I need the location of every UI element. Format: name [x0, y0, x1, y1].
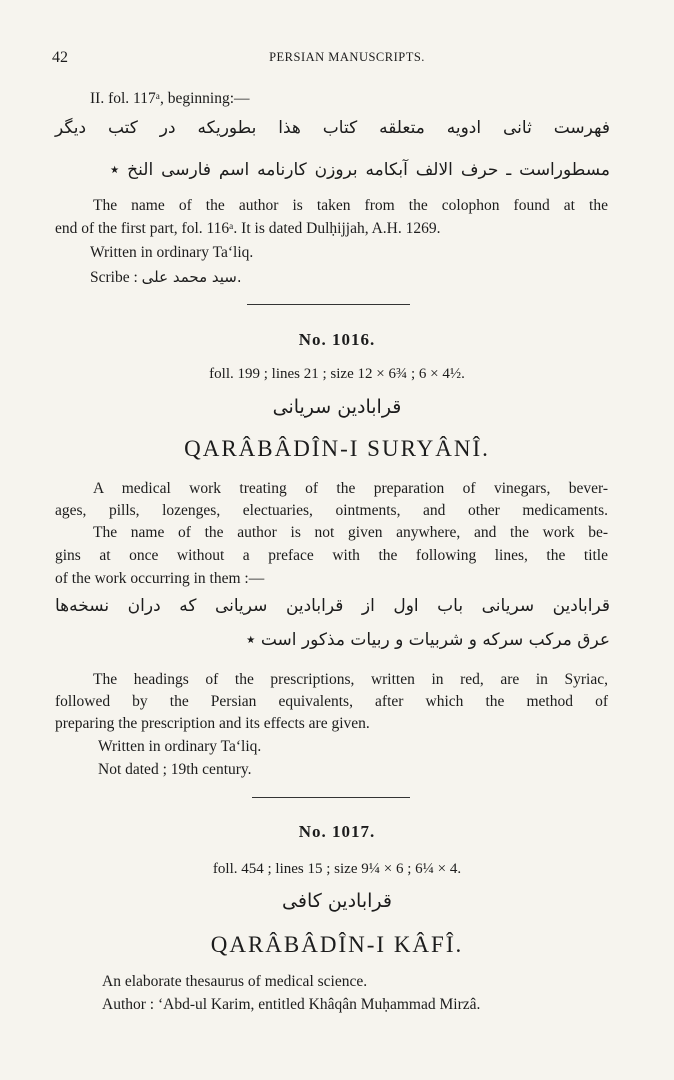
persian-quote-line: مسطوراست ـ حرف الالف آبکامه بروزن کارنامه اسم فارسی النخ ٭: [110, 160, 610, 180]
scribe-line: [90, 268, 242, 287]
paragraph-line: ages, pills, lozenges, electuaries, ointments, and other medicaments.: [55, 502, 608, 519]
scribe-label: Scribe :: [90, 269, 138, 286]
entry-number: No. 1017.: [298, 822, 376, 841]
section-divider: [252, 797, 410, 798]
entry-number: No. 1016.: [298, 330, 376, 349]
paragraph-line: followed by the Persian equivalents, after which the method of: [55, 693, 608, 710]
author-line: Author : ‘Abd-ul Karim, entitled Khâqân Muḥammad Mirzâ.: [102, 996, 481, 1013]
part-heading: II. fol. 117ᵃ, beginning:—: [90, 90, 250, 107]
paragraph-line: of the work occurring in them :—: [55, 570, 265, 587]
paragraph-line: The name of the author is taken from the colophon found at the: [93, 197, 608, 214]
paragraph-line: A medical work treating of the preparation of vinegars, bever-: [93, 480, 608, 497]
page-number: 42: [52, 49, 68, 66]
persian-quote-line: فهرست ثانی ادویه متعلقه کتاب هذا بطوریکه در کتب دیگر: [55, 118, 610, 138]
entry-title: QARÂBÂDÎN-I SURYÂNÎ.: [184, 436, 490, 461]
written-note: Written in ordinary Ta‘liq.: [98, 738, 262, 755]
written-note: Written in ordinary Ta‘liq.: [90, 244, 254, 261]
paragraph-line: gins at once without a preface with the following lines, the title: [55, 547, 608, 564]
persian-quote-line: قرابادین سریانی باب اول از قرابادین سریانی که دران نسخه‌ها: [55, 596, 610, 616]
paragraph-line: An elaborate thesaurus of medical science.: [102, 973, 368, 990]
title-persian: قرابادین سریانی: [272, 396, 402, 418]
date-note: Not dated ; 19th century.: [98, 761, 252, 778]
section-divider: [247, 304, 410, 305]
title-persian: قرابادین کافی: [282, 890, 392, 912]
collation-line: foll. 454 ; lines 15 ; size 9¼ × 6 ; 6¼ × 4.: [212, 861, 462, 877]
collation-line: foll. 199 ; lines 21 ; size 12 × 6¾ ; 6 × 4½.: [209, 366, 465, 382]
paragraph-line: The name of the author is not given anywhere, and the work be-: [93, 524, 608, 541]
entry-title: QARÂBÂDÎN-I KÂFÎ.: [210, 932, 464, 957]
running-head: PERSIAN MANUSCRIPTS.: [269, 50, 425, 64]
paragraph-line: preparing the prescription and its effects are given.: [55, 715, 370, 732]
paragraph-line: The headings of the prescriptions, written in red, are in Syriac,: [93, 671, 608, 688]
persian-quote-line: عرق مرکب سرکه و شربیات و ربیات مذکور است ٭: [246, 630, 610, 650]
paragraph-line: end of the first part, fol. 116ᵃ. It is dated Dulḥijjah, A.H. 1269.: [55, 220, 441, 237]
scribe-name: سید محمد علی.: [141, 268, 242, 286]
